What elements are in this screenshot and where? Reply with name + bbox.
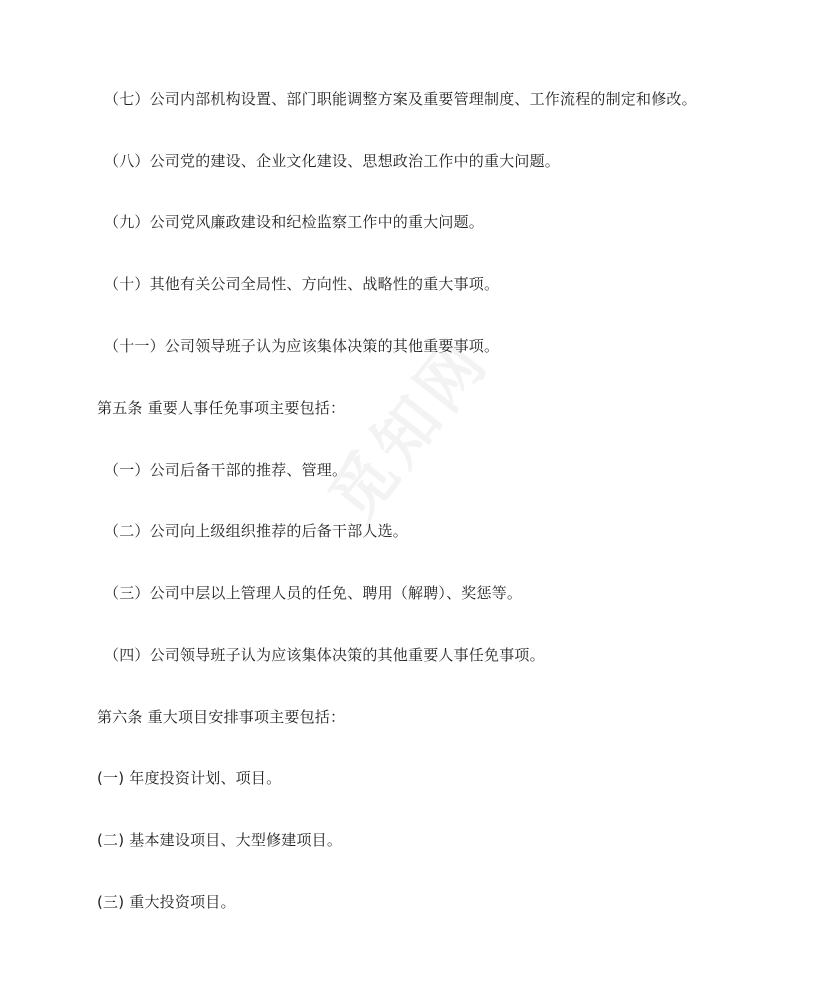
clause-line: （十一）公司领导班子认为应该集体决策的其他重要事项。 bbox=[104, 337, 500, 355]
clause-line: （八）公司党的建设、企业文化建设、思想政治工作中的重大问题。 bbox=[104, 152, 561, 170]
clause-line: （十）其他有关公司全局性、方向性、战略性的重大事项。 bbox=[104, 275, 500, 293]
clause-line: （四）公司领导班子认为应该集体决策的其他重要人事任免事项。 bbox=[104, 646, 545, 664]
clause-line: （七）公司内部机构设置、部门职能调整方案及重要管理制度、工作流程的制定和修改。 bbox=[104, 90, 697, 108]
article-heading: 第六条 重大项目安排事项主要包括： bbox=[97, 708, 346, 726]
clause-line: (二) 基本建设项目、大型修建项目。 bbox=[97, 831, 343, 849]
clause-line: (一) 年度投资计划、项目。 bbox=[97, 769, 282, 787]
article-heading: 第五条 重要人事任免事项主要包括： bbox=[97, 399, 346, 417]
clause-line: （二）公司向上级组织推荐的后备干部人选。 bbox=[104, 522, 409, 540]
clause-line: （三）公司中层以上管理人员的任免、聘用（解聘）、奖惩等。 bbox=[104, 584, 523, 602]
clause-line: （九）公司党风廉政建设和纪检监察工作中的重大问题。 bbox=[104, 213, 485, 231]
clause-line: （一）公司后备干部的推荐、管理。 bbox=[104, 461, 348, 479]
clause-line: (三) 重大投资项目。 bbox=[97, 893, 236, 911]
